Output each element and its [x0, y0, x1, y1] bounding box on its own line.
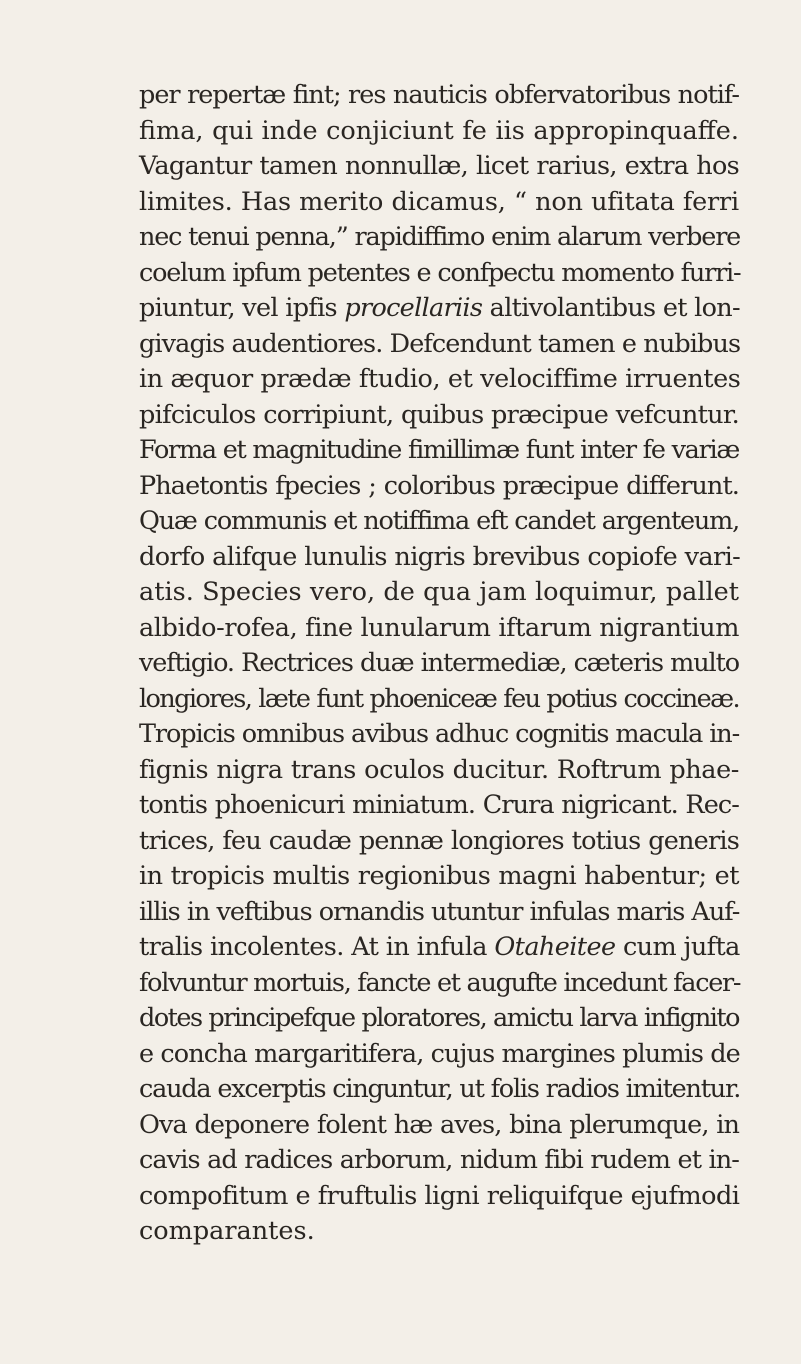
text-segment: tralis incolentes. At in infula: [139, 932, 495, 962]
italic-term: procellariis: [344, 293, 483, 323]
text-line: [139, 78, 739, 114]
text-segment: nec tenui penna,” rapidiffimo enim alarum verbere: [139, 222, 741, 252]
text-segment: in æquor prædæ ftudio, et velociffime irruentes: [139, 364, 741, 394]
text-segment: cavis ad radices arborum, nidum fibi rudem et in-: [139, 1145, 739, 1175]
text-line: [139, 1072, 739, 1108]
text-line: [139, 327, 739, 363]
text-segment: folvuntur mortuis, fancte et augufte incedunt facer-: [139, 967, 741, 998]
text-segment: pifciculos corripiunt, quibus præcipue vefcuntur.: [139, 399, 739, 430]
italic-term: Otaheitee: [494, 932, 616, 962]
text-segment: fignis nigra trans oculos ducitur. Roftrum phae-: [139, 754, 739, 785]
text-segment: trices, feu caudæ pennæ longiores totius generis: [139, 825, 739, 856]
text-line: [139, 398, 739, 434]
text-line: [139, 859, 739, 895]
text-line: [139, 504, 739, 540]
text-segment: limites. Has merito dicamus, “ non ufitata ferri: [139, 186, 739, 217]
text-segment: piuntur, vel ipfis: [139, 293, 345, 323]
text-line: [139, 575, 739, 611]
text-line: [139, 114, 739, 150]
text-segment: comparantes.: [139, 1216, 315, 1246]
text-segment: atis. Species vero, de qua jam loquimur, pallet: [139, 577, 739, 607]
text-segment: veftigio. Rectrices duæ intermediæ, cæteris multo: [139, 648, 739, 678]
text-line: [139, 433, 739, 469]
text-segment: Vagantur tamen nonnullæ, licet rarius, extra hos: [139, 151, 739, 181]
text-line: [139, 149, 739, 185]
text-segment: illis in veftibus ornandis utuntur infulas maris Auf-: [139, 896, 740, 927]
text-segment: per repertæ fint; res nauticis obfervatoribus notif-: [139, 80, 739, 110]
text-line: [139, 220, 739, 256]
text-line: [139, 362, 739, 398]
text-line: [139, 895, 739, 931]
text-line: [139, 824, 739, 860]
text-line: [139, 1037, 739, 1073]
text-line: [139, 930, 739, 966]
text-line: [139, 256, 739, 292]
text-line: [139, 291, 739, 327]
text-segment: altivolantibus et lon-: [482, 293, 740, 323]
text-segment: albido-rofea, fine lunularum iftarum nigrantium: [139, 612, 739, 643]
text-segment: dotes principefque ploratores, amictu larva infignito: [139, 1003, 739, 1033]
text-line: [139, 469, 739, 505]
text-segment: Forma et magnitudine fimillimæ funt inter fe variæ: [139, 435, 739, 465]
text-line: [139, 1108, 739, 1144]
body-text: [139, 78, 739, 1250]
text-line: [139, 1179, 739, 1215]
text-line: [139, 1143, 739, 1179]
text-segment: Phaetontis fpecies ; coloribus præcipue differunt.: [139, 470, 739, 501]
text-line: [139, 717, 739, 753]
text-segment: Tropicis omnibus avibus adhuc cognitis macula in-: [139, 719, 740, 749]
text-segment: Ova deponere folent hæ aves, bina plerumque, in: [139, 1109, 739, 1140]
text-segment: fima, qui inde conjiciunt fe iis appropinquaffe.: [139, 115, 739, 146]
text-line: [139, 611, 739, 647]
text-line: [139, 646, 739, 682]
text-line: [139, 540, 739, 576]
text-segment: compofitum e fruftulis ligni reliquifque ejufmodi: [139, 1180, 740, 1211]
text-line: [139, 1214, 739, 1250]
text-line: [139, 185, 739, 221]
text-line: [139, 753, 739, 789]
text-segment: longiores, læte funt phoeniceæ feu potius coccineæ.: [139, 683, 739, 714]
text-line: [139, 682, 739, 718]
text-segment: tontis phoenicuri miniatum. Crura nigricant. Rec-: [139, 790, 739, 820]
text-segment: givagis audentiores. Defcendunt tamen e nubibus: [139, 328, 741, 359]
text-segment: cum jufta: [615, 932, 740, 962]
text-segment: in tropicis multis regionibus magni habentur; et: [139, 861, 739, 891]
text-segment: dorfo alifque lunulis nigris brevibus copiofe vari-: [139, 541, 741, 572]
text-line: [139, 966, 739, 1002]
text-line: [139, 788, 739, 824]
text-segment: e concha margaritifera, cujus margines plumis de: [139, 1038, 740, 1069]
text-segment: Quæ communis et notiffima eft candet argenteum,: [139, 506, 739, 536]
text-line: [139, 1001, 739, 1037]
text-segment: cauda excerptis cinguntur, ut folis radios imitentur.: [139, 1074, 741, 1104]
text-segment: coelum ipfum petentes e confpectu momento furri-: [139, 257, 741, 288]
